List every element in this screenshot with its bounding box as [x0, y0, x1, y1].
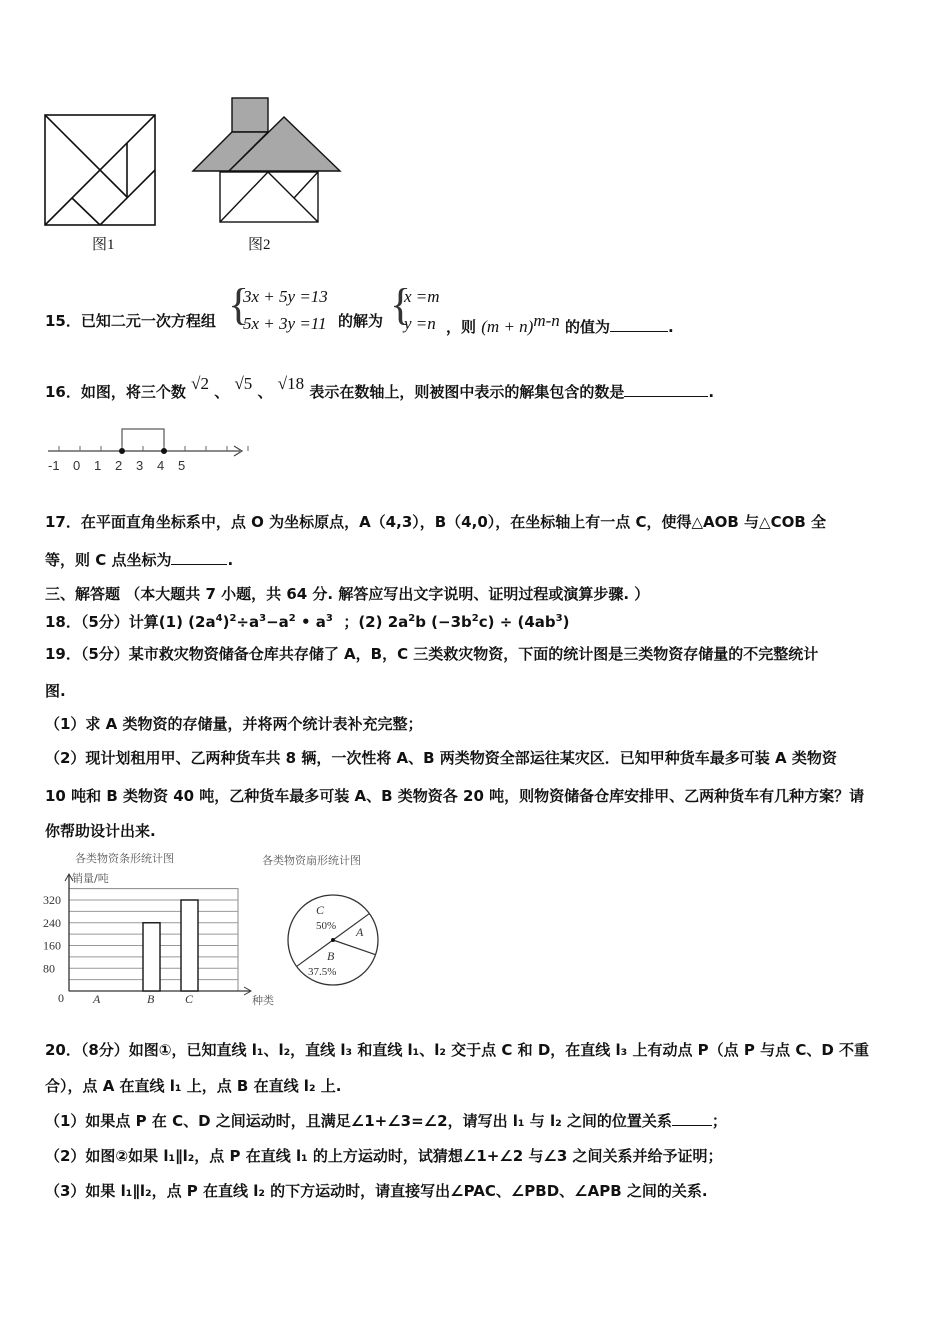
bar-chart — [43, 874, 274, 1007]
q18-sup: 2 — [288, 613, 296, 624]
q16-end: . — [708, 383, 715, 401]
q18-sup: 2 — [229, 613, 237, 624]
y-tick-label: 0 — [58, 991, 64, 1005]
pie-value-label-C: 50% — [316, 920, 337, 932]
q15-solution-2: y =n — [404, 314, 436, 333]
tangram-house-figure — [193, 98, 340, 222]
q18-text: b (−3b — [415, 613, 472, 631]
q16-root-2: √2 — [191, 374, 209, 393]
y-tick-label: 160 — [43, 938, 61, 953]
x-tick-label: C — [185, 992, 194, 1006]
pie-value-label-B: 37.5% — [308, 966, 337, 978]
q15-then: ，则 — [446, 318, 477, 336]
x-tick-label: B — [147, 992, 155, 1006]
bar-B — [143, 923, 160, 991]
q19-line-4: （2）现计划租用甲、乙两种货车共 8 辆，一次性将 A、B 两类物资全部运往某灾区．已知甲种货车最多可装 A 类物资 — [45, 749, 837, 767]
q15-expression — [446, 311, 674, 337]
q15-exponent: m-n — [533, 311, 560, 330]
q16-root-5: √5 — [234, 374, 253, 393]
tangram-square-figure — [45, 115, 155, 225]
q17-answer-blank[interactable] — [171, 550, 227, 565]
pie-label-B: B — [327, 949, 335, 963]
q18-text: 18．（5分）计算(1) (2a — [45, 613, 216, 631]
q18-text: −a — [266, 613, 289, 631]
q19-line-1: 19．（5分）某市救灾物资储备仓库共存储了 A，B，C 三类救灾物资，下面的统计图是三类物资存储量的不完整统计 — [45, 645, 819, 663]
number-line-label: 5 — [178, 458, 186, 473]
q19-line-6: 你帮助设计出来. — [45, 822, 156, 840]
q17-end: . — [227, 551, 234, 569]
pie-chart-title: 各类物资扇形统计图 — [262, 854, 361, 867]
q16-sep: 、 — [214, 383, 230, 401]
number-line-label: 3 — [136, 458, 144, 473]
y-tick-label: 240 — [43, 915, 61, 930]
q16-answer-blank[interactable] — [624, 382, 708, 397]
pie-center — [331, 938, 335, 942]
q15-equation-2: 5x + 3y =11 — [243, 314, 327, 333]
pie-label-C: C — [316, 903, 325, 917]
q20-end: ； — [711, 1112, 727, 1130]
bar-chart-ylabel: 销量/吨 — [72, 872, 109, 885]
q20-line-4: （2）如图②如果 l₁∥l₂，点 P 在直线 l₁ 的上方运动时，试猜想∠1+∠2 与∠3 之间关系并给予证明； — [45, 1147, 723, 1165]
y-tick-label: 320 — [43, 893, 61, 907]
pie-chart — [288, 895, 378, 985]
number-line-label: 1 — [94, 458, 102, 473]
q20-text: （1）如果点 P 在 C、D 之间运动时，且满足∠1+∠3=∠2，请写出 l₁ 与 l₂ 之间的位置关系 — [45, 1112, 672, 1130]
q15-base: (m + n) — [481, 317, 534, 336]
number-line-ticks — [59, 446, 248, 451]
q18-text: c) ÷ (4ab — [478, 613, 556, 631]
question-16 — [45, 374, 715, 402]
bar-chart-title: 各类物资条形统计图 — [75, 852, 174, 865]
q15-system-brace: { — [228, 280, 250, 329]
x-axis-label: 种类 — [252, 994, 274, 1007]
q17-line-1: 17．在平面直角坐标系中，点 O 为坐标原点，A（4,3），B（4,0），在坐标轴上有一点 C，使得△AOB 与△COB 全 — [45, 513, 826, 531]
q18-sup: 2 — [471, 613, 479, 624]
q18-sup: 3 — [555, 613, 563, 624]
q17-line-2 — [45, 550, 233, 570]
q15-solution-brace: { — [390, 280, 412, 329]
figure-1-caption: 图1 — [92, 237, 115, 253]
bar-C — [181, 900, 198, 991]
q15-end: . — [668, 318, 674, 336]
pie-label-A: A — [356, 925, 364, 939]
q18-sup: 2 — [408, 613, 416, 624]
q20-line-1: 20．（8分）如图①，已知直线 l₁、l₂，直线 l₃ 和直线 l₁、l₂ 交于点 C 和 D，在直线 l₃ 上有动点 P（点 P 与点 C、D 不重 — [45, 1041, 870, 1059]
question-18 — [45, 609, 570, 632]
q18-sup: 3 — [259, 613, 267, 624]
q15-suffix: 的值为 — [565, 318, 611, 336]
q20-answer-blank[interactable] — [672, 1111, 712, 1126]
q16-sep: 、 — [257, 383, 273, 401]
number-line-label: 4 — [157, 458, 165, 473]
q16-suffix: 表示在数轴上，则被图中表示的解集包含的数是 — [309, 383, 625, 401]
q17-text: 等，则 C 点坐标为 — [45, 551, 172, 569]
q18-text: • a — [295, 613, 326, 631]
number-line-point-2 — [119, 448, 125, 454]
q18-sup: 3 — [325, 613, 333, 624]
q15-answer-blank[interactable] — [610, 317, 668, 332]
section-3-heading: 三、解答题 （本大题共 7 小题，共 64 分. 解答应写出文字说明、证明过程或演算步骤. ） — [45, 585, 650, 603]
q18-text: ；(2) 2a — [332, 613, 409, 631]
number-line-point-4 — [161, 448, 167, 454]
number-line-label: 0 — [73, 458, 81, 473]
number-line-label: 2 — [115, 458, 123, 473]
q20-line-5: （3）如果 l₁∥l₂，点 P 在直线 l₂ 的下方运动时，请直接写出∠PAC、∠PBD、∠APB 之间的关系. — [45, 1182, 708, 1200]
q18-text: ) — [222, 613, 230, 631]
q18-sup: 4 — [215, 613, 223, 624]
y-tick-label: 80 — [43, 961, 55, 976]
q18-text: ) — [562, 613, 570, 631]
q20-line-3 — [45, 1111, 727, 1131]
q15-solution-1: x =m — [404, 287, 440, 306]
q16-root-18: √18 — [277, 374, 305, 393]
q15-mid: 的解为 — [338, 312, 384, 330]
q19-line-2: 图. — [45, 682, 66, 700]
q19-line-5: 10 吨和 B 类物资 40 吨，乙种货车最多可装 A、B 类物资各 20 吨，则物资储备仓库安排甲、乙两种货车有几种方案？请 — [45, 787, 865, 805]
q19-line-3: （1）求 A 类物资的存储量，并将两个统计表补充完整； — [45, 715, 423, 733]
q16-prefix: 16．如图，将三个数 — [45, 383, 186, 401]
q15-prefix: 15．已知二元一次方程组 — [45, 312, 216, 330]
number-line — [48, 429, 242, 456]
x-tick-label: A — [93, 992, 101, 1006]
number-line-label: -1 — [48, 458, 60, 473]
figure-2-caption: 图2 — [248, 237, 271, 253]
q20-line-2: 合），点 A 在直线 l₁ 上，点 B 在直线 l₂ 上. — [45, 1077, 342, 1095]
q18-text: ÷a — [236, 613, 260, 631]
q15-equation-1: 3x + 5y =13 — [243, 287, 328, 306]
